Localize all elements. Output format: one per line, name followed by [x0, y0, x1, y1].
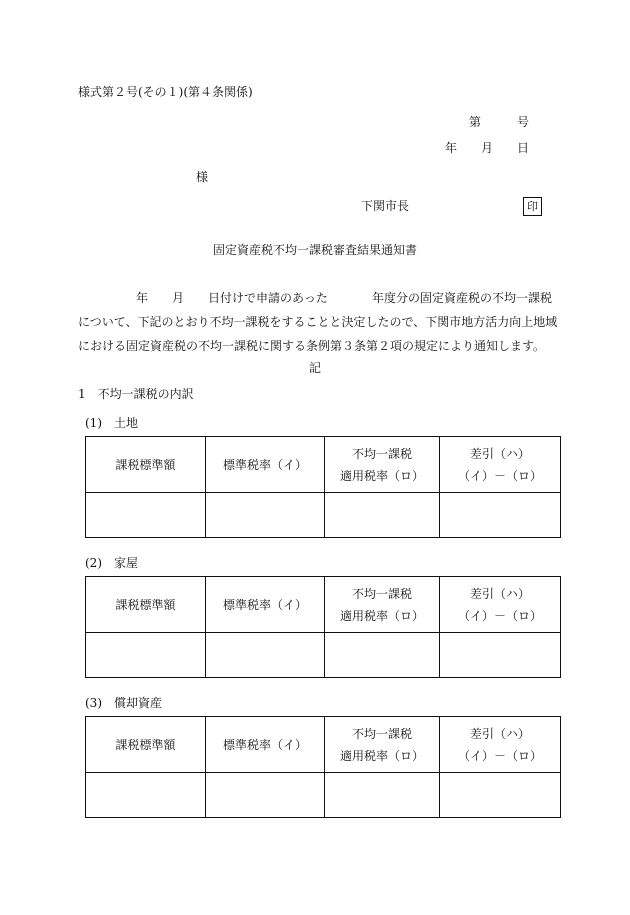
seal-mark: 印	[523, 197, 542, 216]
body-year: 年	[136, 291, 149, 305]
col-applied-rate-line2: 適用税率（ロ）	[339, 748, 424, 763]
col-difference-line1: 差引（ハ）	[469, 586, 530, 601]
house-tax-table	[85, 576, 561, 678]
col-applied-rate-line1: 不均一課税	[351, 726, 412, 741]
body-line-1	[78, 286, 568, 310]
body-fiscal-text: 年度分の固定資産税の不均一課税	[372, 291, 553, 305]
cell-difference[interactable]	[440, 773, 561, 818]
document-title: 固定資産税不均一課税審査結果通知書	[212, 243, 417, 257]
col-difference-line2: （イ）－（ロ）	[457, 748, 542, 763]
col-applied-rate-line2: 適用税率（ロ）	[339, 468, 424, 483]
col-difference-line1: 差引（ハ）	[469, 726, 530, 741]
section-heading: 1 不均一課税の内訳	[78, 387, 194, 401]
land-tax-table	[85, 436, 561, 538]
col-standard-rate: 標準税率（イ）	[206, 717, 325, 773]
cell-standard-rate[interactable]	[206, 493, 325, 538]
table-heading-land: (1) 土地	[85, 416, 138, 430]
date-year-label: 年	[445, 141, 458, 155]
cell-tax-base[interactable]	[86, 633, 206, 678]
body-date-text: 日付けで申請のあった	[208, 291, 328, 305]
table-heading-depreciable: (3) 償却資産	[85, 696, 162, 710]
cell-difference[interactable]	[440, 493, 561, 538]
col-applied-rate	[325, 717, 440, 773]
ki-marker: 記	[308, 361, 321, 375]
cell-tax-base[interactable]	[86, 773, 206, 818]
cell-standard-rate[interactable]	[206, 773, 325, 818]
body-month: 月	[172, 291, 185, 305]
col-tax-base: 課税標準額	[86, 437, 206, 493]
table-heading-house: (2) 家屋	[85, 556, 138, 570]
col-difference-line2: （イ）－（ロ）	[457, 608, 542, 623]
col-difference	[440, 577, 561, 633]
doc-number-suffix: 号	[517, 115, 530, 129]
col-applied-rate-line1: 不均一課税	[351, 446, 412, 461]
col-standard-rate: 標準税率（イ）	[206, 437, 325, 493]
col-tax-base: 課税標準額	[86, 577, 206, 633]
issuer-name: 下関市長	[361, 199, 410, 213]
date-month-label: 月	[481, 141, 494, 155]
cell-applied-rate[interactable]	[325, 773, 440, 818]
col-difference-line2: （イ）－（ロ）	[457, 468, 542, 483]
cell-applied-rate[interactable]	[325, 493, 440, 538]
cell-tax-base[interactable]	[86, 493, 206, 538]
body-line-2: について、下記のとおり不均一課税をすることと決定したので、下関市地方活力向上地域	[78, 315, 558, 329]
col-applied-rate	[325, 577, 440, 633]
col-difference	[440, 717, 561, 773]
col-difference-line1: 差引（ハ）	[469, 446, 530, 461]
cell-standard-rate[interactable]	[206, 633, 325, 678]
form-number: 様式第２号(その１)(第４条関係)	[78, 85, 253, 99]
depreciable-tax-table	[85, 716, 561, 818]
addressee-honorific: 様	[196, 170, 209, 184]
col-difference	[440, 437, 561, 493]
body-paragraph	[78, 286, 568, 358]
col-applied-rate	[325, 437, 440, 493]
col-standard-rate: 標準税率（イ）	[206, 577, 325, 633]
date-day-label: 日	[517, 141, 530, 155]
col-tax-base: 課税標準額	[86, 717, 206, 773]
col-applied-rate-line2: 適用税率（ロ）	[339, 608, 424, 623]
cell-difference[interactable]	[440, 633, 561, 678]
cell-applied-rate[interactable]	[325, 633, 440, 678]
body-line-3: における固定資産税の不均一課税に関する条例第３条第２項の規定により通知します。	[78, 339, 546, 353]
doc-number-prefix: 第	[469, 115, 482, 129]
col-applied-rate-line1: 不均一課税	[351, 586, 412, 601]
